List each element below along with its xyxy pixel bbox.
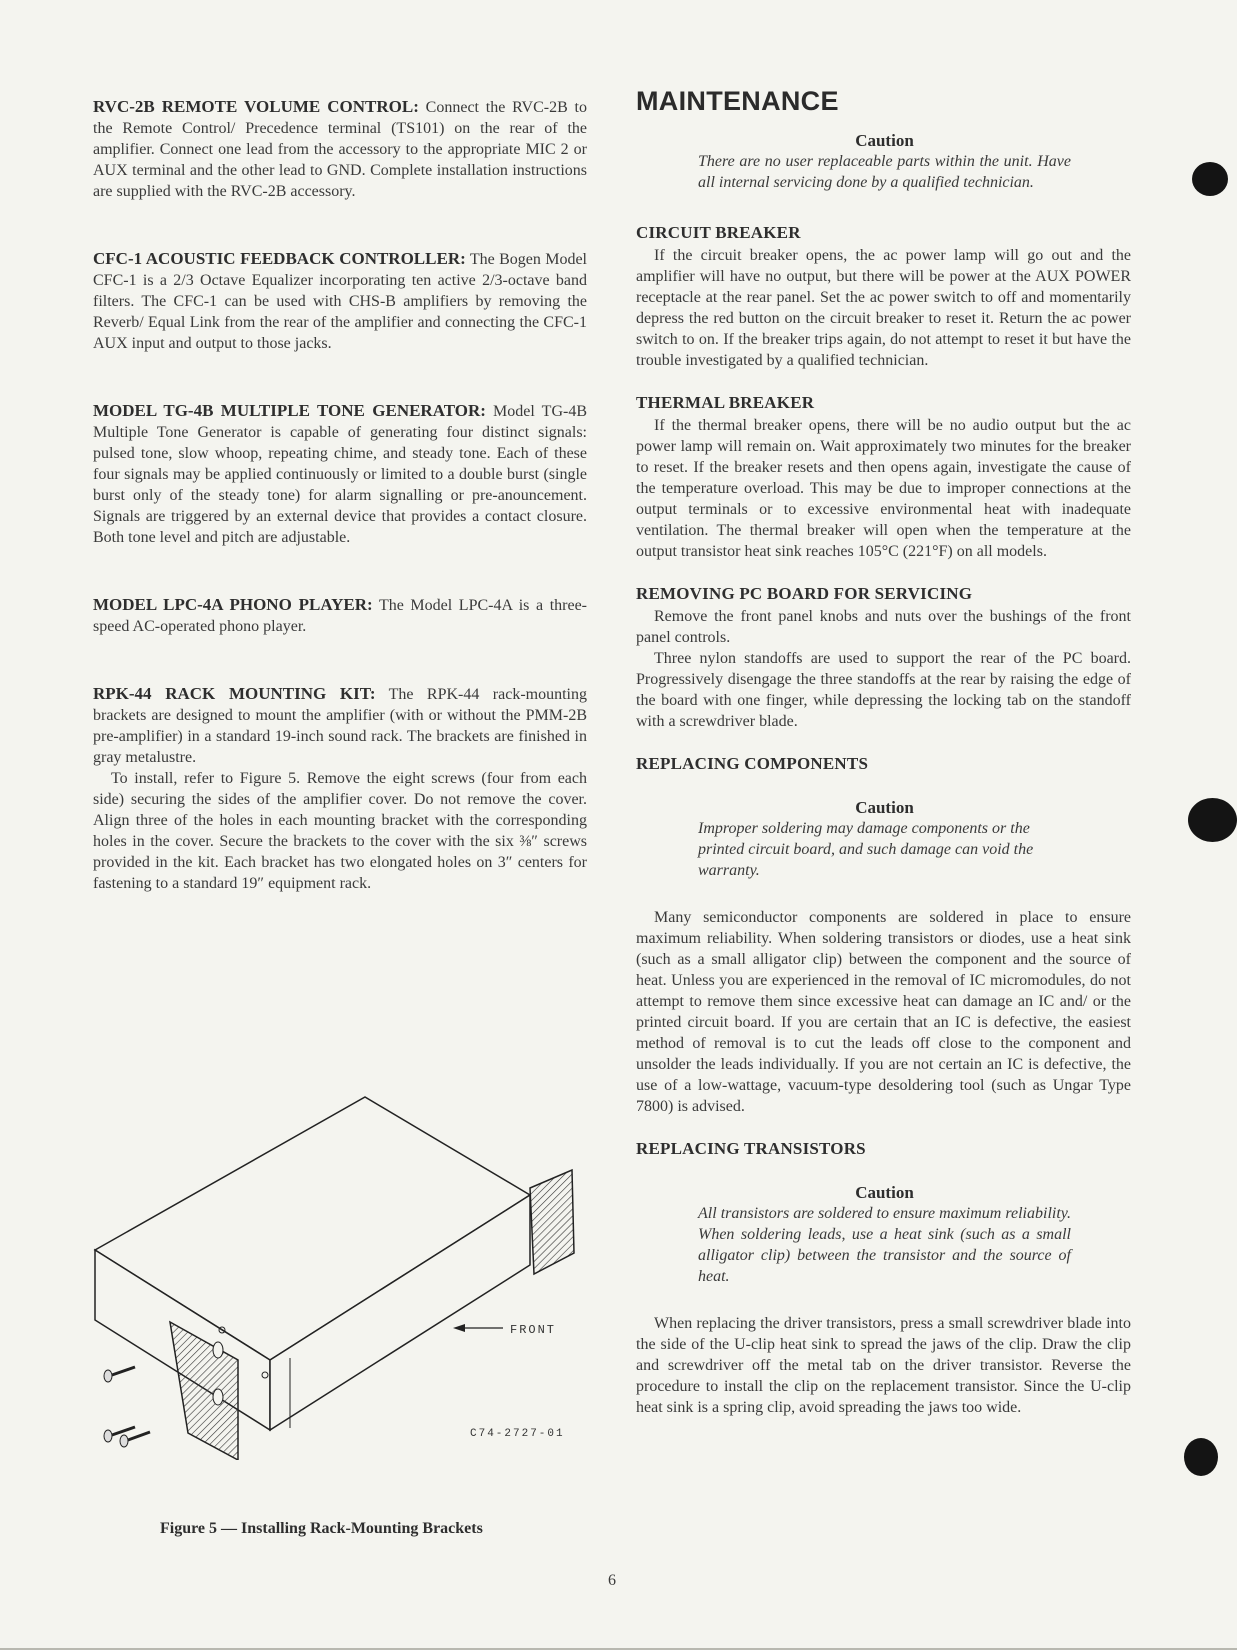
section-circuit-breaker: [636, 223, 1131, 371]
screw: [104, 1367, 135, 1382]
section-lead: CFC-1 ACOUSTIC FEEDBACK CONTROLLER:: [93, 249, 466, 268]
caution-box: [698, 798, 1071, 881]
section-cfc-1: [93, 248, 587, 354]
section-heading: THERMAL BREAKER: [636, 393, 815, 412]
screw: [120, 1432, 150, 1447]
section-lead: RVC-2B REMOTE VOLUME CONTROL:: [93, 97, 419, 116]
section-rvc-2b: [93, 96, 587, 202]
section-text: Model TG-4B Multiple Tone Generator is capable of generating four distinct signals: pulsed tone, slow whoop, repeating chime, and steady tone. Each of these four signals may be applied continuously or limited to a double burst (single burst only of the steady tone) for alarm signalling or pre-anouncement. Signals are triggered by an external device that provides a contact closure. Both tone level and pitch are adjustable.: [93, 403, 587, 546]
section-heading: CIRCUIT BREAKER: [636, 223, 801, 242]
section-replacing-components: [636, 754, 1131, 1117]
amplifier-drawing: [90, 1090, 590, 1460]
section-rpk-44: [93, 683, 587, 894]
section-text: If the circuit breaker opens, the ac power lamp will go out and the amplifier will have no output, but there will be power at the AUX POWER receptacle at the rear panel. Set the ac power switch to off and momentarily depress the red button on the circuit breaker to reset it. Return the ac power switch to on. If the breaker trips again, do not attempt to reset it but have the trouble investigated by a qualified technician.: [636, 247, 1131, 369]
section-text: The RPK-44 rack-mounting brackets are designed to mount the amplifier (with or without the PMM-2B pre-amplifier) in a standard 19-inch sound rack. The brackets are finished in gray metalustre.: [93, 686, 588, 766]
binder-hole: [1192, 162, 1228, 196]
section-lead: MODEL TG-4B MULTIPLE TONE GENERATOR:: [93, 401, 486, 420]
page-number: 6: [608, 1572, 616, 1589]
rear-bracket: [530, 1170, 574, 1274]
caution-heading: Caution: [855, 798, 914, 817]
caution-text: All transistors are soldered to ensure maximum reliability. When soldering leads, use a heat sink (such as a small alligator clip) between the transistor and the source of heat.: [698, 1205, 1071, 1285]
section-removing-pc-board: [636, 584, 1131, 732]
section-heading: REMOVING PC BOARD FOR SERVICING: [636, 584, 973, 603]
section-text: Connect the RVC-2B to the Remote Control/ Precedence terminal (TS101) on the rear of the amplifier. Connect one lead from the accessory to the appropriate MIC 2 or AUX terminal and the other lead to GND. Complete installation instructions are supplied with the RVC-2B accessory.: [93, 99, 587, 200]
left-column: [93, 96, 587, 940]
section-lead: MODEL LPC-4A PHONO PLAYER:: [93, 595, 373, 614]
section-text: Three nylon standoffs are used to support the rear of the PC board. Progressively disengage the three standoffs at the rear by raising the edge of the board with one finger, while depressing the locking tab on the standoff with a screwdriver blade.: [636, 650, 1131, 730]
caution-text: Improper soldering may damage components or the printed circuit board, and such damage can void the warranty.: [698, 820, 1034, 879]
caution-heading: Caution: [855, 1183, 914, 1202]
caution-heading: Caution: [855, 131, 914, 150]
section-lead: RPK-44 RACK MOUNTING KIT:: [93, 684, 376, 703]
section-replacing-transistors: [636, 1139, 1131, 1418]
figure-rack-mounting: [90, 1090, 590, 1460]
figure-caption: Figure 5 — Installing Rack-Mounting Brackets: [160, 1520, 483, 1537]
section-text: When replacing the driver transistors, press a small screwdriver blade into the side of the U-clip heat sink to spread the jaws of the clip. Draw the clip and screwdriver off the metal tab on the driver transistor. Reverse the procedure to install the clip on the replacement transistor. Since the U-clip heat sink is a spring clip, avoid spreading the jaws too wide.: [636, 1315, 1131, 1416]
section-heading: REPLACING TRANSISTORS: [636, 1139, 866, 1158]
section-tg-4b: [93, 400, 587, 548]
section-text: Remove the front panel knobs and nuts over the bushings of the front panel controls.: [636, 608, 1131, 646]
right-column: [636, 86, 1131, 1418]
maintenance-title: MAINTENANCE: [636, 86, 839, 116]
binder-hole: [1184, 1438, 1218, 1476]
caution-box: [698, 1183, 1071, 1287]
part-number: C74-2727-01: [470, 1428, 565, 1440]
section-text: If the thermal breaker opens, there will be no audio output but the ac power lamp will remain on. Wait approximately two minutes for the breaker to reset. If the breaker resets and then opens again, investigate the cause of the temperature overload. This may be due to improper connections at the output terminals or to excessive environmental heat with inadequate ventilation. The thermal breaker will open when the temperature at the output transistor heat sink reaches 105°C (221°F) on all models.: [636, 417, 1131, 560]
section-text: The Model LPC-4A is a three-speed AC-operated phono player.: [93, 597, 588, 635]
caution-text: There are no user replaceable parts within the unit. Have all internal servicing done by a qualified technician.: [698, 153, 1071, 191]
caution-box: [698, 131, 1071, 193]
section-text: The Bogen Model CFC-1 is a 2/3 Octave Equalizer incorporating ten active 2/3-octave band filters. The CFC-1 can be used with CHS-B amplifiers by removing the Reverb/ Equal Link from the rear of the amplifier and connecting the CFC-1 AUX input and output to those jacks.: [93, 251, 587, 352]
section-thermal-breaker: [636, 393, 1131, 562]
section-text: Many semiconductor components are soldered in place to ensure maximum reliability. When soldering transistors or diodes, use a heat sink (such as a small alligator clip) between the component and the source of heat. Unless you are experienced in the removal of IC micromodules, do not attempt to remove them since excessive heat can damage an IC and/ or the printed circuit board. If you are certain that an IC is defective, the easiest method of removal is to cut the leads off close to the component and unsolder the leads individually. If you are not certain an IC is defective, the use of a low-wattage, vacuum-type desoldering tool (such as Ungar Type 7800) is advised.: [636, 909, 1131, 1115]
section-text-2: To install, refer to Figure 5. Remove the eight screws (four from each side) securing the sides of the amplifier cover. Do not remove the cover. Align three of the holes in each mounting bracket with the corresponding holes in the cover. Secure the brackets to the cover with the six ⅜″ screws provided in the kit. Each bracket has two elongated holes on 3″ centers for fastening to a standard 19″ equipment rack.: [93, 770, 587, 892]
binder-hole: [1188, 798, 1237, 842]
front-label: FRONT: [510, 1323, 557, 1337]
section-lpc-4a: [93, 594, 587, 637]
section-heading: REPLACING COMPONENTS: [636, 754, 869, 773]
